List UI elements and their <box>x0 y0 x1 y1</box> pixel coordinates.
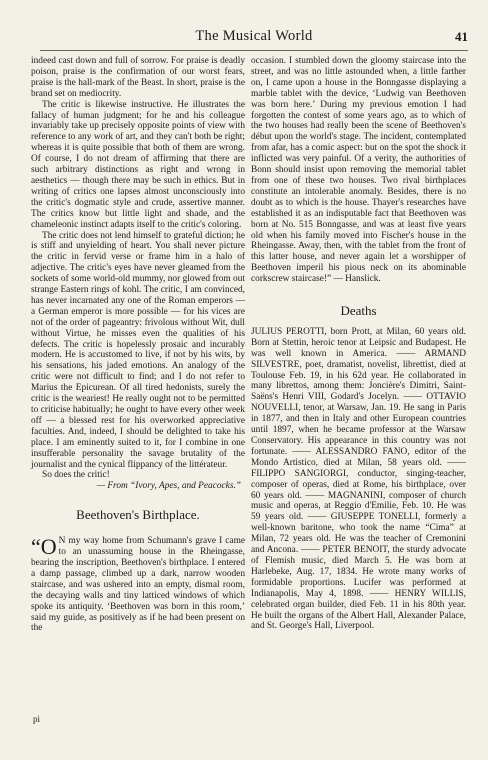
paragraph-instructive: The critic is likewise instructive. He illustrates the fallacy of human judgment; for he and his colleague invariably take up precisely opposite points of view with reference to any work of art, and they can't both be right; whereas it is quite possible that both of them are wrong. Of course, I do not dream of affirming that there are such arbitrary distinctions as right and wrong in aesthetics — though there may be such in ethics. But in writing of critics one lapses almost unconsciously into the critic's dogmatic style and crude, assertive manner. The critics know but little light and shade, and the chameleonic instinct adapts itself to the critic's coloring. <box>31 99 245 230</box>
paragraph-birthplace <box>31 536 245 634</box>
cut-off-text: pi <box>33 714 41 724</box>
paragraph-diction: The critic does not lend himself to grateful diction; he is stiff and unyielding of heart. You shall never picture the critic in fervid verse or frame him in a halo of adjective. The critic's eyes have never gleamed from the sockets of some world-old mummy, nor glowed from out strange Eastern rings of kohl. The critic, I am convinced, has never incarnated any one of the Roman emperors — a German emperor is more possible — for his vices are not of the order of pageantry: frivolous without Wit, dull without Virtue, he misses even the qualities of his defects. The critic is hopelessly prosaic and incurably modern. He is accustomed to live, if not by his wits, by his sensations, his jaded emotions. An analogy of the critic were not difficult to find; and I do not refer to Marius the Epicurean. Of all tired hedonists, surely the critic is the weariest! He really ought not to be permitted to criticise habitually; he ought to have every other week off — a blessed rest for his overworked appreciative faculties. And, indeed, I should be delighted to take his place. I am eminently suited to it, for I combine in one insufferable personality the savage brutality of the journalist and the cynical flippancy of the littérateur. <box>31 230 245 470</box>
right-column <box>251 56 466 632</box>
paragraph-praise: indeed cast down and full of sorrow. For praise is deadly poison, praise is the confirmation of our worst fears, praise is the hall-mark of the Beast. In short, praise is the brand set on mediocrity. <box>31 56 245 99</box>
page-header <box>40 28 468 48</box>
left-column <box>31 56 245 634</box>
header-rule <box>40 50 468 51</box>
paragraph-closing: So does the critic! <box>42 470 110 481</box>
section-heading-birthplace: Beethoven's Birthplace. <box>76 507 200 523</box>
paragraph-deaths: JULIUS PEROTTI, born Prott, at Milan, 60 years old. Born at Stettin, heroic tenor at Leipsic and Budapest. He was well known in America. —— ARMAND SILVESTRE, poet, dramatist, novelist, librettist, died at Toulouse Feb. 19, in his 62d year. He collaborated in many librettos, among them: Joncière's Dimitri, Saint-Saëns's Henri VIII, Godard's Jocelyn. —— OTTAVIO NOUVELLI, tenor, at Warsaw, Jan. 19. He sang in Paris in 1877, and then in Italy and other European countries until 1897, when he became professor at the Warsaw Conservatory. His appearance in this country was not fortunate. —— ALESSANDRO FANO, editor of the Mondo Artistico, died at Milan, 58 years old. —— FILIPPO SANGIORGI, conductor, singing-teacher, composer of operas, died at Rome, his birthplace, over 60 years old. —— MAGNANINI, composer of church music and operas, at Reggio d'Emilie, Feb. 10. He was 59 years old. —— GIUSEPPE TONELLI, formerly a well-known baritone, who took the name “Cima” at Milan, 72 years old. He was the teacher of Cremonini and Ancona. —— PETER BENOIT, the sturdy advocate of Flemish music, died March 5. He was born at Harlebeke, Aug. 17, 1834. He wrote many works of formidable proportions. Lucifer was performed at Indianapolis, May 4, 1898. —— HENRY WILLIS, celebrated organ builder, died Feb. 11 in his 80th year. He built the organs of the Albert Hall, Alexander Palace, and St. George's Hall, Liverpool. <box>251 326 466 632</box>
paragraph-birthplace-continued: occasion. I stumbled down the gloomy staircase into the street, and was no little astounded when, a little farther on, I came upon a house in the Bonngasse displaying a marble tablet with the device, ‘Ludwig van Beethoven was born here.’ During my previous emotion I had forgotten the contest of some years ago, as to which of the two houses had really been the scene of Beethoven's début upon the world's stage. The incident, contemplated from afar, has a comic aspect: but on the spot the shock it inflicted was very painful. Of a verity, the authorities of Bonn should insist upon removing the memorial tablet from one of these two houses. Two rival birthplaces constitute an intolerable anomaly. Besides, there is no doubt as to which is the house. Thayer's researches have established it as an indisputable fact that Beethoven was born at No. 515 Bonngasse, and was at least five years old when his family moved into Fischer's house in the Rheingasse. Away, then, with the tablet from the front of this latter house, and never again let a worshipper of Beethoven imperil his pious neck on its abominable corkscrew staircase!” — Hanslick. <box>251 56 466 285</box>
attribution: — From “Ivory, Apes, and Peacocks.” <box>96 481 241 492</box>
running-title: The Musical World <box>195 28 313 44</box>
section-heading-deaths: Deaths <box>340 303 377 319</box>
page-number: 41 <box>455 29 468 44</box>
birthplace-text: N my way home from Schumann's grave I came to an unassuming house in the Rheingasse, bearing the inscription, Beethoven's birthplace. I entered a damp passage, climbed up a dark, narrow wooden staircase, and was ushered into an empty, dismal room, the decaying walls and tiny latticed windows of which spoke its antiquity. ‘Beethoven was born in this room,’ said my guide, as positively as if he had been present on the <box>31 536 245 634</box>
drop-cap: “O <box>31 534 57 560</box>
